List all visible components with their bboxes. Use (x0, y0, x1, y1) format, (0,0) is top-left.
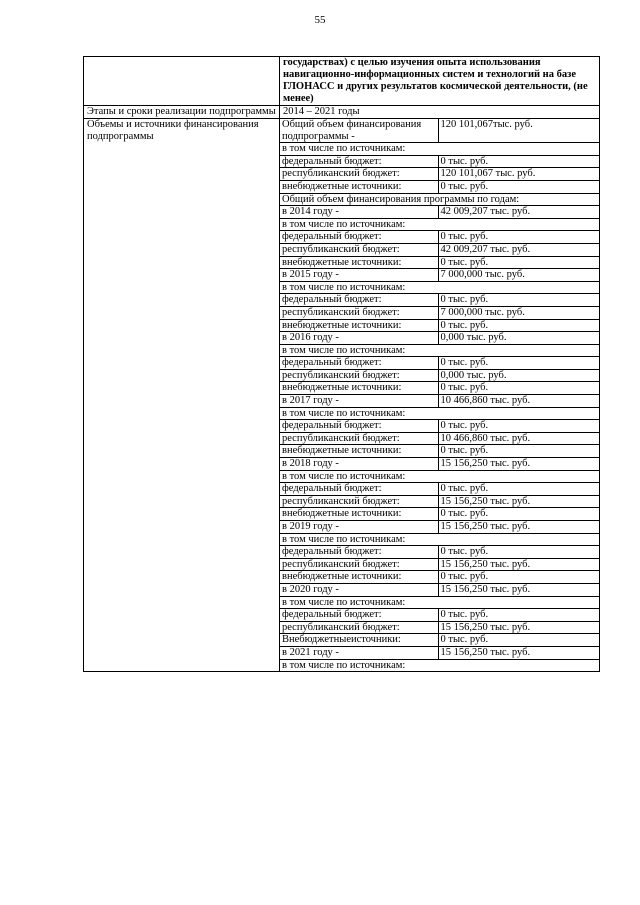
funding-subheading: в том числе по источникам: (280, 344, 600, 357)
funding-item-value: 0 тыс. руб. (438, 357, 600, 370)
funding-item-label: внебюджетные источники: (280, 256, 438, 269)
funding-item-value: 0 тыс. руб. (438, 155, 600, 168)
indicator-continuation: государствах) с целью изучения опыта использования навигационно-информационных систем и технологий на базе ГЛОНАСС и других результатов космической деятельности, (не менее) (280, 57, 600, 106)
funding-label: Объемы и источники финансирования подпрограммы (84, 119, 280, 672)
funding-item-label: федеральный бюджет: (280, 609, 438, 622)
funding-subheading: в том числе по источникам: (280, 281, 600, 294)
funding-row (280, 508, 600, 521)
funding-item-value: 0,000 тыс. руб. (438, 332, 600, 345)
funding-row (280, 621, 600, 634)
funding-row (280, 395, 600, 408)
funding-row (280, 155, 600, 168)
funding-row (280, 143, 600, 156)
funding-item-label: внебюджетные источники: (280, 571, 438, 584)
stages-value: 2014 – 2021 годы (280, 106, 600, 119)
funding-subheading: Общий объем финансирования программы по годам: (280, 193, 600, 206)
funding-item-value: 10 466,860 тыс. руб. (438, 432, 600, 445)
funding-row (280, 533, 600, 546)
funding-item-value: 42 009,207 тыс. руб. (438, 243, 600, 256)
funding-row (280, 546, 600, 559)
funding-item-label: в 2017 году - (280, 395, 438, 408)
funding-item-label: в 2014 году - (280, 206, 438, 219)
funding-item-value: 15 156,250 тыс. руб. (438, 646, 600, 659)
funding-row (280, 193, 600, 206)
funding-item-label: федеральный бюджет: (280, 231, 438, 244)
funding-row (280, 206, 600, 219)
funding-item-label: федеральный бюджет: (280, 546, 438, 559)
funding-item-value: 0 тыс. руб. (438, 420, 600, 433)
funding-subheading: в том числе по источникам: (280, 659, 600, 671)
funding-item-label: республиканский бюджет: (280, 558, 438, 571)
funding-item-value: 0 тыс. руб. (438, 231, 600, 244)
funding-row (280, 571, 600, 584)
funding-row (280, 432, 600, 445)
funding-row (280, 332, 600, 345)
funding-row (280, 659, 600, 671)
funding-row (280, 218, 600, 231)
table-row (84, 119, 600, 672)
funding-item-label: республиканский бюджет: (280, 621, 438, 634)
funding-item-value: 0 тыс. руб. (438, 382, 600, 395)
funding-row (280, 294, 600, 307)
stages-label: Этапы и сроки реализации подпрограммы (84, 106, 280, 119)
funding-item-value: 0 тыс. руб. (438, 609, 600, 622)
funding-row (280, 420, 600, 433)
funding-item-label: Общий объем финансирования подпрограммы - (280, 119, 438, 143)
funding-item-value: 0 тыс. руб. (438, 571, 600, 584)
funding-item-label: федеральный бюджет: (280, 155, 438, 168)
funding-item-label: внебюджетные источники: (280, 180, 438, 193)
funding-item-value: 10 466,860 тыс. руб. (438, 395, 600, 408)
funding-table (280, 119, 600, 671)
table-row (84, 57, 600, 106)
funding-item-label: федеральный бюджет: (280, 357, 438, 370)
funding-item-label: федеральный бюджет: (280, 483, 438, 496)
funding-item-value: 15 156,250 тыс. руб. (438, 558, 600, 571)
funding-item-value: 0 тыс. руб. (438, 180, 600, 193)
funding-item-value: 0 тыс. руб. (438, 445, 600, 458)
funding-item-value: 0 тыс. руб. (438, 634, 600, 647)
funding-row (280, 470, 600, 483)
funding-subheading: в том числе по источникам: (280, 143, 600, 156)
funding-item-value: 15 156,250 тыс. руб. (438, 521, 600, 534)
funding-item-value: 0 тыс. руб. (438, 546, 600, 559)
funding-row (280, 281, 600, 294)
funding-row (280, 596, 600, 609)
funding-item-value: 0 тыс. руб. (438, 319, 600, 332)
funding-item-value: 120 101,067 тыс. руб. (438, 168, 600, 181)
funding-row (280, 231, 600, 244)
funding-subheading: в том числе по источникам: (280, 596, 600, 609)
funding-item-label: республиканский бюджет: (280, 369, 438, 382)
funding-row (280, 269, 600, 282)
funding-row (280, 558, 600, 571)
funding-item-label: внебюджетные источники: (280, 445, 438, 458)
funding-item-value: 15 156,250 тыс. руб. (438, 458, 600, 471)
funding-item-label: в 2015 году - (280, 269, 438, 282)
empty-cell (84, 57, 280, 106)
funding-item-value: 15 156,250 тыс. руб. (438, 621, 600, 634)
funding-item-label: республиканский бюджет: (280, 168, 438, 181)
funding-item-label: внебюджетные источники: (280, 319, 438, 332)
funding-item-value: 42 009,207 тыс. руб. (438, 206, 600, 219)
funding-item-label: в 2016 году - (280, 332, 438, 345)
funding-row (280, 119, 600, 143)
funding-row (280, 407, 600, 420)
funding-item-value: 0 тыс. руб. (438, 508, 600, 521)
funding-item-value: 7 000,000 тыс. руб. (438, 269, 600, 282)
funding-row (280, 243, 600, 256)
funding-item-label: в 2021 году - (280, 646, 438, 659)
funding-subheading: в том числе по источникам: (280, 533, 600, 546)
funding-item-label: федеральный бюджет: (280, 294, 438, 307)
funding-item-label: в 2019 году - (280, 521, 438, 534)
funding-item-label: федеральный бюджет: (280, 420, 438, 433)
funding-item-label: республиканский бюджет: (280, 243, 438, 256)
funding-row (280, 168, 600, 181)
funding-item-value: 15 156,250 тыс. руб. (438, 583, 600, 596)
funding-row (280, 521, 600, 534)
funding-item-value: 0 тыс. руб. (438, 483, 600, 496)
program-passport-table (83, 56, 600, 672)
funding-row (280, 495, 600, 508)
funding-row (280, 357, 600, 370)
funding-row (280, 256, 600, 269)
funding-row (280, 483, 600, 496)
funding-item-label: Внебюджетныеисточники: (280, 634, 438, 647)
funding-item-label: республиканский бюджет: (280, 306, 438, 319)
funding-subheading: в том числе по источникам: (280, 407, 600, 420)
funding-subheading: в том числе по источникам: (280, 218, 600, 231)
funding-item-label: в 2020 году - (280, 583, 438, 596)
funding-item-value: 15 156,250 тыс. руб. (438, 495, 600, 508)
funding-subheading: в том числе по источникам: (280, 470, 600, 483)
funding-item-value: 0,000 тыс. руб. (438, 369, 600, 382)
funding-row (280, 369, 600, 382)
funding-row (280, 344, 600, 357)
funding-row (280, 445, 600, 458)
funding-item-label: республиканский бюджет: (280, 495, 438, 508)
funding-item-label: внебюджетные источники: (280, 508, 438, 521)
funding-row (280, 646, 600, 659)
funding-row (280, 382, 600, 395)
funding-row (280, 319, 600, 332)
funding-row (280, 458, 600, 471)
funding-item-label: внебюджетные источники: (280, 382, 438, 395)
funding-item-label: республиканский бюджет: (280, 432, 438, 445)
funding-row (280, 609, 600, 622)
funding-item-value: 7 000,000 тыс. руб. (438, 306, 600, 319)
funding-item-value: 120 101,067тыс. руб. (438, 119, 600, 143)
table-row (84, 106, 600, 119)
funding-item-value: 0 тыс. руб. (438, 294, 600, 307)
funding-item-value: 0 тыс. руб. (438, 256, 600, 269)
page-number: 55 (314, 14, 326, 26)
funding-cell (280, 119, 600, 672)
funding-row (280, 306, 600, 319)
funding-row (280, 180, 600, 193)
funding-row (280, 634, 600, 647)
funding-item-label: в 2018 году - (280, 458, 438, 471)
funding-row (280, 583, 600, 596)
